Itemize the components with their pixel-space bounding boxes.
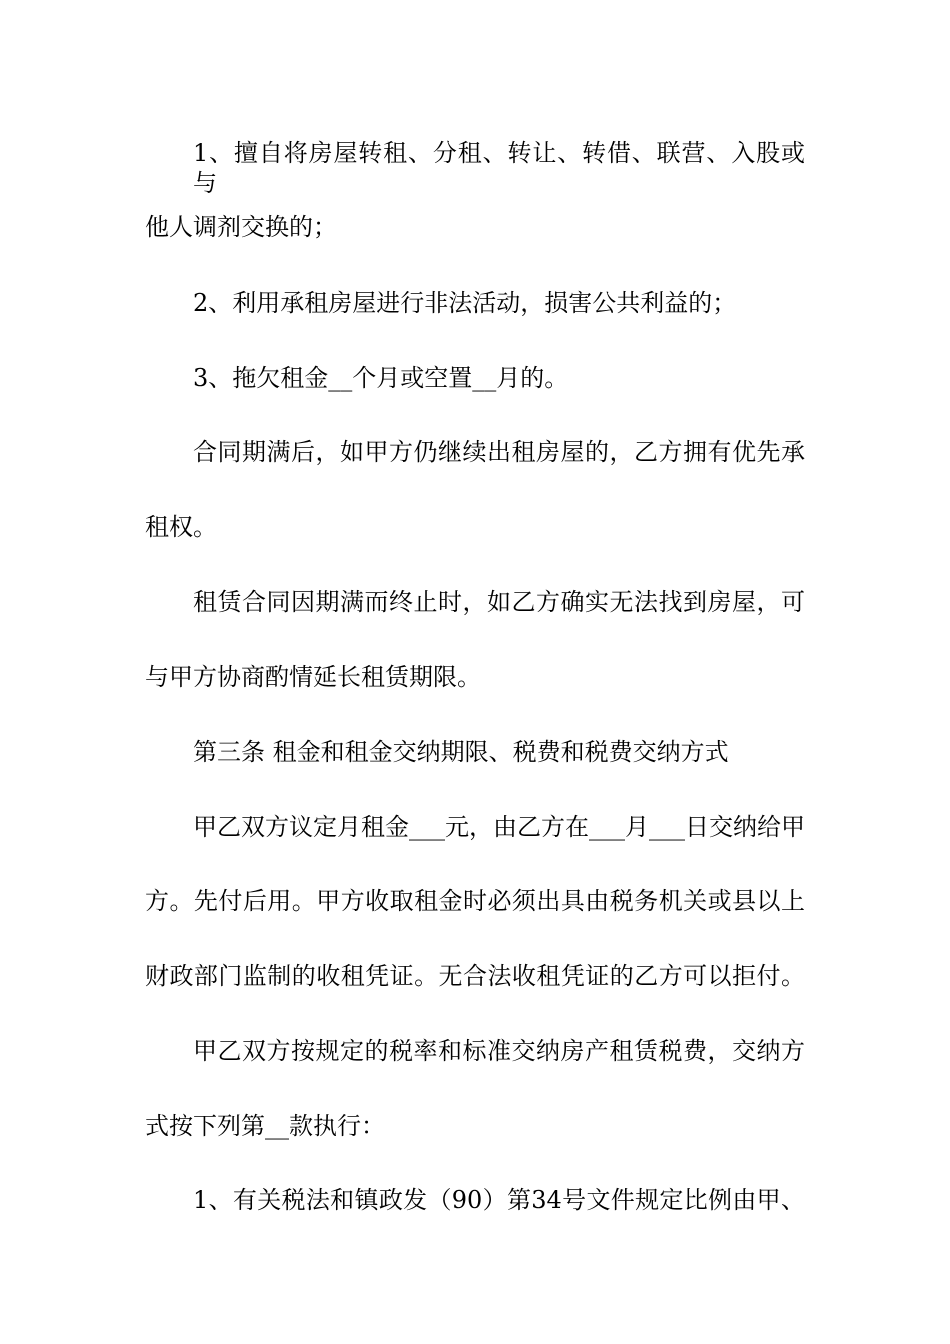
clause-1-line-1: 1、擅自将房屋转租、分租、转让、转借、联营、入股或与 [193, 139, 805, 197]
clause-3-line: 3、拖欠租金__个月或空置__月的。 [193, 364, 569, 392]
extension-paragraph-line-2: 与甲方协商酌情延长租赁期限。 [145, 663, 481, 691]
clause-2-line: 2、利用承租房屋进行非法活动，损害公共利益的； [193, 289, 737, 317]
article-3-heading: 第三条 租金和租金交纳期限、税费和税费交纳方式 [193, 738, 729, 766]
rent-paragraph-line-2: 方。先付后用。甲方收取租金时必须出具由税务机关或县以上 [145, 887, 805, 915]
renewal-paragraph-line-2: 租权。 [145, 513, 217, 541]
tax-clause-1-line: 1、有关税法和镇政发（90）第34号文件规定比例由甲、 [193, 1186, 805, 1214]
renewal-paragraph-line-1: 合同期满后，如甲方仍继续出租房屋的，乙方拥有优先承 [193, 438, 805, 466]
clause-1-line-2: 他人调剂交换的； [145, 213, 337, 241]
tax-paragraph-line-2: 式按下列第__款执行： [145, 1112, 385, 1140]
rent-paragraph-line-1: 甲乙双方议定月租金___元，由乙方在___月___日交纳给甲 [193, 813, 805, 841]
tax-paragraph-line-1: 甲乙双方按规定的税率和标准交纳房产租赁税费，交纳方 [193, 1037, 805, 1065]
extension-paragraph-line-1: 租赁合同因期满而终止时，如乙方确实无法找到房屋，可 [193, 588, 805, 616]
rent-paragraph-line-3: 财政部门监制的收租凭证。无合法收租凭证的乙方可以拒付。 [145, 962, 805, 990]
